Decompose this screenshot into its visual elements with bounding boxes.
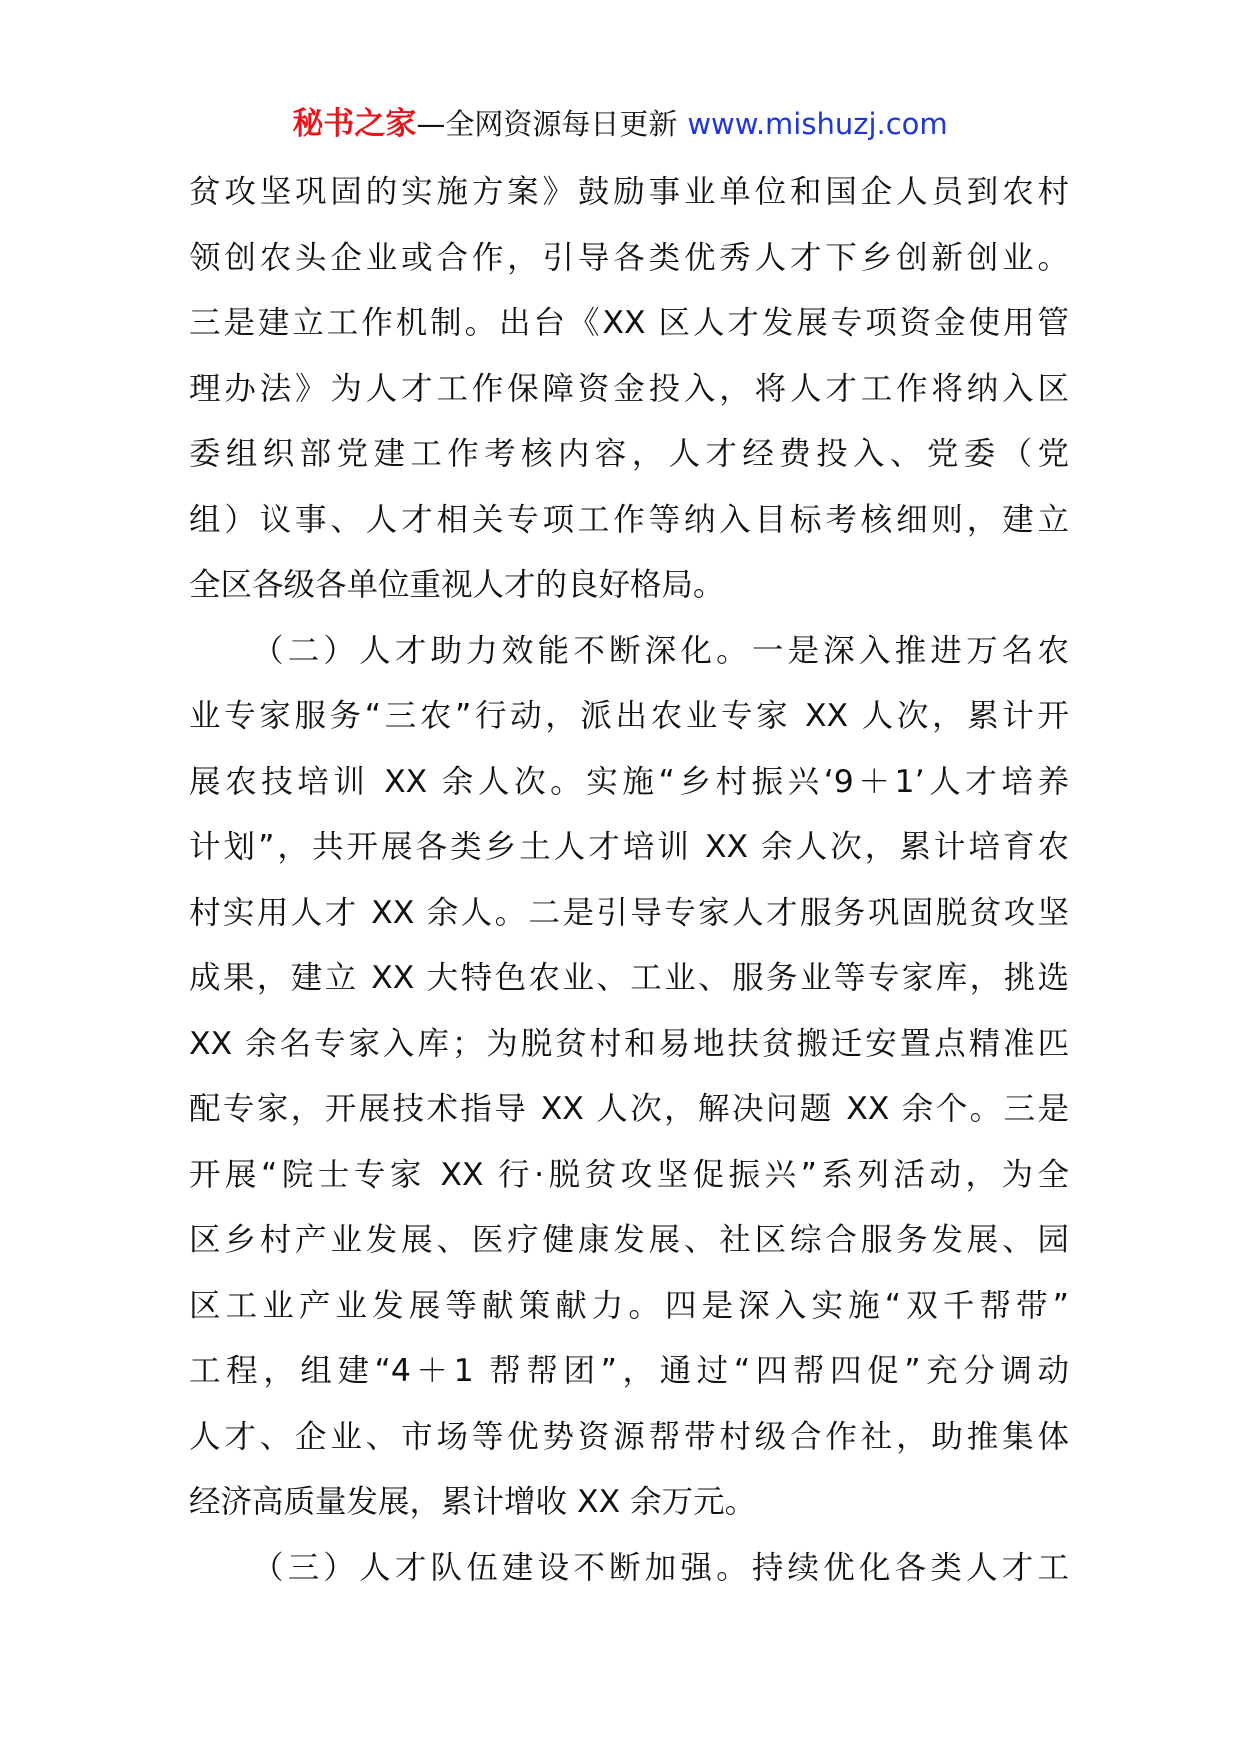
text-line: 区乡村产业发展、医疗健康发展、社区综合服务发展、园	[189, 1222, 1069, 1258]
text-line: 贫攻坚巩固的实施方案》鼓励事业单位和国企人员到农村	[189, 174, 1069, 210]
text-line: 经济高质量发展，累计增收 XX 余万元。	[189, 1484, 757, 1520]
document-body	[189, 160, 1069, 1601]
text-line: 成果，建立 XX 大特色农业、工业、服务业等专家库，挑选	[189, 960, 1069, 996]
text-line: 区工业产业发展等献策献力。四是深入实施“双千帮带”	[189, 1287, 1069, 1324]
text-line: 工程，组建“4＋1 帮帮团”，通过“四帮四促”充分调动	[189, 1353, 1069, 1389]
paragraph-heading: （三）人才队伍建设不断加强。持续优化各类人才工	[252, 1549, 1069, 1586]
page-header	[0, 102, 1240, 146]
header-tagline: —全网资源每日更新	[416, 107, 678, 141]
text-line: 村实用人才 XX 余人。二是引导专家人才服务巩固脱贫攻坚	[189, 894, 1069, 931]
text-line: 委组织部党建工作考核内容，人才经费投入、党委（党	[189, 436, 1069, 472]
text-line: 三是建立工作机制。出台《XX 区人才发展专项资金使用管	[189, 305, 1069, 341]
paragraph-heading: （二）人才助力效能不断深化。一是深入推进万名农	[252, 632, 1069, 669]
text-line: 开展“院士专家 XX 行·脱贫攻坚促振兴”系列活动，为全	[189, 1156, 1069, 1193]
text-line: 计划”，共开展各类乡土人才培训 XX 余人次，累计培育农	[189, 829, 1069, 865]
website-link[interactable]: www.mishuzj.com	[687, 107, 948, 141]
text-line: 理办法》为人才工作保障资金投入，将人才工作将纳入区	[189, 370, 1069, 407]
text-line: 业专家服务“三农”行动，派出农业专家 XX 人次，累计开	[189, 698, 1069, 734]
text-line: 配专家，开展技术指导 XX 人次，解决问题 XX 余个。三是	[189, 1091, 1069, 1127]
text-line: XX 余名专家入库；为脱贫村和易地扶贫搬迁安置点精准匹	[189, 1025, 1069, 1062]
text-line: 全区各级各单位重视人才的良好格局。	[189, 567, 725, 603]
text-line: 领创农头企业或合作，引导各类优秀人才下乡创新创业。	[189, 239, 1069, 276]
text-line: 人才、企业、市场等优势资源帮带村级合作社，助推集体	[189, 1418, 1069, 1455]
brand-name: 秘书之家	[292, 106, 417, 142]
text-line: 组）议事、人才相关专项工作等纳入目标考核细则，建立	[189, 501, 1069, 538]
text-line: 展农技培训 XX 余人次。实施“乡村振兴‘9＋1’人才培养	[189, 763, 1069, 800]
